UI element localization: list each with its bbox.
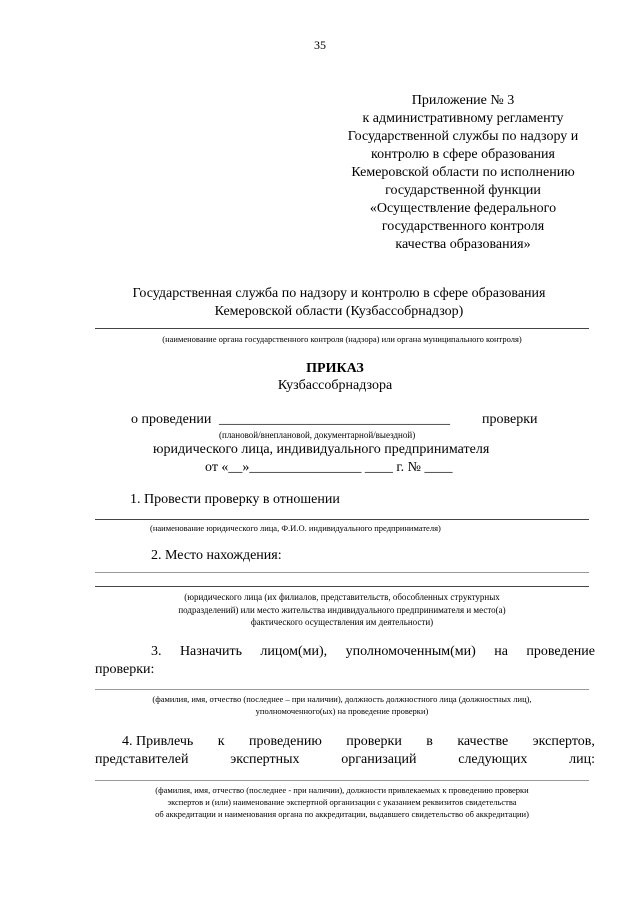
item3-word: проведение <box>526 644 595 659</box>
item4-word: в <box>426 734 433 749</box>
item3-caption <box>80 693 604 717</box>
item4-word: организаций <box>341 752 417 767</box>
item1-underline <box>95 519 589 520</box>
item2-caption-line: (юридического лица (их филиалов, представительств, обособленных структурных <box>184 592 500 602</box>
order-about-blank: _________________________________ <box>219 412 450 427</box>
item3-word: на <box>494 644 508 659</box>
item4-word: экспертных <box>230 752 300 767</box>
order-about-caption: (плановой/внеплановой, документарной/выездной) <box>219 430 416 440</box>
item4-word: к <box>217 734 225 749</box>
item1-caption: (наименование юридического лица, Ф.И.О. индивидуального предпринимателя) <box>150 523 441 533</box>
item3-caption-line: (фамилия, имя, отчество (последнее – при наличии), должность должностного лица (должностных лиц), <box>152 694 532 704</box>
item3-word: уполномоченным(ми) <box>345 644 476 659</box>
item2-caption <box>95 591 589 629</box>
page-number: 35 <box>314 38 326 52</box>
order-title: ПРИКАЗ <box>306 361 364 376</box>
item4-word: лиц: <box>569 752 595 767</box>
agency-underline <box>95 328 589 329</box>
appendix-line: государственного контроля <box>381 219 545 234</box>
appendix-line: Кемеровской области по исполнению <box>351 165 575 180</box>
agency-name-line2: Кемеровской области (Кузбассобрнадзор) <box>214 304 464 319</box>
item3-word: Назначить <box>179 644 242 659</box>
order-about-prefix: о проведении <box>131 412 212 427</box>
appendix-line: контролю в сфере образования <box>371 147 555 162</box>
item4-line2 <box>95 751 595 769</box>
item1-text: 1. Провести проверку в отношении <box>130 492 340 507</box>
item4-line1 <box>122 733 595 751</box>
item3-word: лицом(ми), <box>260 644 328 659</box>
item4-word: проведению <box>249 734 322 749</box>
item4-word: проверки <box>346 734 402 749</box>
appendix-line: качества образования» <box>395 237 531 252</box>
item4-caption <box>70 784 614 820</box>
order-subtitle: Кузбассобрнадзора <box>277 378 393 393</box>
appendix-line: к административному регламенту <box>362 111 564 126</box>
item4-word: следующих <box>458 752 528 767</box>
item3-underline <box>95 689 589 690</box>
item4-caption-line: экспертов и (или) наименование экспертной организации с указанием реквизитов свидетельства <box>167 797 517 807</box>
item4-word: экспертов, <box>532 734 595 749</box>
item3-caption-line: уполномоченного(ых) на проведение проверки) <box>255 706 429 716</box>
appendix-line: Приложение № 3 <box>411 93 515 108</box>
item4-word: 4. Привлечь <box>122 734 194 749</box>
item2-caption-line: подразделений) или место жительства индивидуального предпринимателя и место(а) <box>178 604 506 615</box>
item4-caption-line: об аккредитации и наименования органа по аккредитации, выдавшего свидетельство об аккредитации) <box>155 809 529 819</box>
item2-text: 2. Место нахождения: <box>151 548 282 563</box>
item2-underline-2 <box>95 586 589 587</box>
item3-line1 <box>151 643 595 661</box>
item4-underline <box>95 780 589 781</box>
order-date-line: от «__»________________ ____ г. № ____ <box>205 460 453 475</box>
item4-word: представителей <box>95 752 189 767</box>
appendix-line: «Осуществление федерального <box>369 201 557 216</box>
item4-caption-line: (фамилия, имя, отчество (последнее - при наличии), должности привлекаемых к проведению проверки <box>155 785 529 795</box>
item3-line2: проверки: <box>95 662 155 677</box>
appendix-header <box>318 92 608 254</box>
agency-caption: (наименование органа государственного контроля (надзора) или органа муниципального контроля) <box>162 334 522 344</box>
order-subject: юридического лица, индивидуального предпринимателя <box>153 442 490 457</box>
agency-name-line1: Государственная служба по надзору и контролю в сфере образования <box>132 286 546 301</box>
order-about-suffix: проверки <box>482 412 538 427</box>
item2-underline-1 <box>95 572 589 573</box>
appendix-line: государственной функции <box>385 183 541 198</box>
item4-word: качестве <box>457 734 509 749</box>
appendix-line: Государственной службы по надзору и <box>347 129 579 144</box>
item2-caption-line: фактического осуществления им деятельности) <box>250 617 434 627</box>
item3-word: 3. <box>151 644 162 659</box>
